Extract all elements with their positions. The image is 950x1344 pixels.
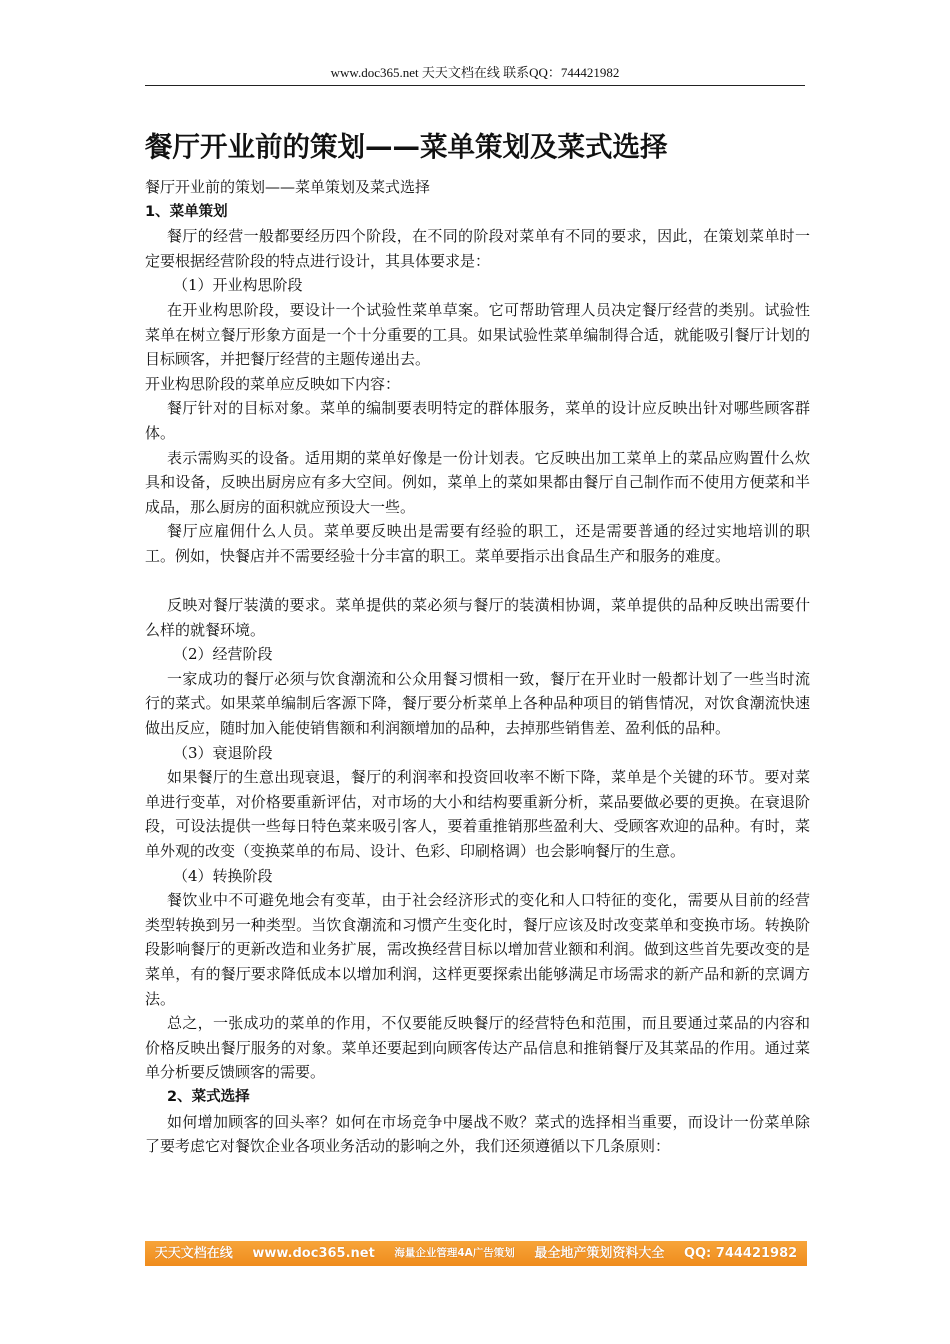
stage1-list-intro: 开业构思阶段的菜单应反映如下内容：	[145, 374, 401, 393]
section1-heading: 1、菜单策划	[145, 203, 228, 220]
stage1-heading: （1）开业构思阶段	[173, 276, 303, 295]
footer-ad-banner	[145, 1241, 807, 1266]
stage3-heading: （3）衰退阶段	[173, 743, 273, 762]
stage2-paragraph: 一家成功的餐厅必须与饮食潮流和公众用餐习惯相一致，餐厅在开业时一般都计划了一些当时流行的菜式。如果菜单编制后客源下降，餐厅要分析菜单上各种品种项目的销售情况，对饮食潮流快速做出反应，随时加入能使销售额和利润额增加的品种，去掉那些销售差、盈利低的品种。	[145, 669, 810, 738]
footer-slogan-ads: 海量企业管理4A广告策划	[394, 1247, 515, 1259]
stage4-heading: （4）转换阶段	[173, 866, 273, 885]
footer-qq: QQ: 744421982	[683, 1246, 798, 1261]
page-header: www.doc365.net 天天文档在线 联系QQ：744421982	[330, 65, 620, 80]
section2-heading: 2、菜式选择	[167, 1088, 250, 1105]
document-subtitle: 餐厅开业前的策划——菜单策划及菜式选择	[145, 178, 431, 196]
stage1-point-staff: 餐厅应雇佣什么人员。菜单要反映出是需要有经验的职工，还是需要普通的经过实地培训的职工。例如，快餐店并不需要经验十分丰富的职工。菜单要指示出食品生产和服务的难度。	[145, 522, 810, 565]
footer-slogan-realestate: 最全地产策划资料大全	[534, 1246, 665, 1261]
stage1-point-decor: 反映对餐厅装潢的要求。菜单提供的菜必须与餐厅的装潢相协调，菜单提供的品种反映出需要什么样的就餐环境。	[145, 596, 810, 639]
blank-line	[145, 569, 810, 594]
stage4-paragraph: 餐饮业中不可避免地会有变革，由于社会经济形式的变化和人口特征的变化，需要从目前的经营类型转换到另一种类型。当饮食潮流和习惯产生变化时，餐厅应该及时改变菜单和变换市场。转换阶段影响餐厅的更新改造和业务扩展，需改换经营目标以增加营业额和利润。做到这些首先要改变的是菜单，有的餐厅要求降低成本以增加利润，这样更要探索出能够满足市场需求的新产品和新的烹调方法。	[145, 891, 810, 1008]
header-divider	[145, 85, 805, 86]
stage3-paragraph: 如果餐厅的生意出现衰退，餐厅的利润率和投资回收率不断下降，菜单是个关键的环节。要对菜单进行变革，对价格要重新评估，对市场的大小和结构要重新分析，菜品要做必要的更换。在衰退阶段，可设法提供一些每日特色菜来吸引客人，要着重推销那些盈利大、受顾客欢迎的品种。有时，菜单外观的改变（变换菜单的布局、设计、色彩、印刷格调）也会影响餐厅的生意。	[145, 768, 810, 861]
document-title: 餐厅开业前的策划——菜单策划及菜式选择	[145, 131, 668, 163]
stage1-paragraph: 在开业构思阶段，要设计一个试验性菜单草案。它可帮助管理人员决定餐厅经营的类别。试验性菜单在树立餐厅形象方面是一个十分重要的工具。如果试验性菜单编制得合适，就能吸引餐厅计划的目标顾客，并把餐厅经营的主题传递出去。	[145, 300, 810, 369]
stage1-point-equipment: 表示需购买的设备。适用期的菜单好像是一份计划表。它反映出加工菜单上的菜品应购置什么炊具和设备，反映出厨房应有多大空间。例如，菜单上的菜如果都由餐厅自己制作而不使用方便菜和半成品，那么厨房的面积就应预设大一些。	[145, 448, 810, 516]
footer-url: www.doc365.net	[252, 1246, 375, 1261]
document-body	[145, 127, 810, 1159]
footer-site-name: 天天文档在线	[154, 1246, 233, 1261]
intro-paragraph: 餐厅的经营一般都要经历四个阶段，在不同的阶段对菜单有不同的要求，因此，在策划菜单时一定要根据经营阶段的特点进行设计，其具体要求是：	[145, 227, 810, 270]
summary-paragraph: 总之，一张成功的菜单的作用，不仅要能反映餐厅的经营特色和范围，而且要通过菜品的内容和价格反映出餐厅服务的对象。菜单还要起到向顾客传达产品信息和推销餐厅及其菜品的作用。通过菜单分析要反馈顾客的需要。	[145, 1014, 810, 1082]
stage1-point-target: 餐厅针对的目标对象。菜单的编制要表明特定的群体服务，菜单的设计应反映出针对哪些顾客群体。	[145, 399, 810, 442]
section2-paragraph: 如何增加顾客的回头率？如何在市场竞争中屡战不败？菜式的选择相当重要，而设计一份菜单除了要考虑它对餐饮企业各项业务活动的影响之外，我们还须遵循以下几条原则：	[145, 1112, 810, 1156]
stage2-heading: （2）经营阶段	[173, 645, 273, 664]
